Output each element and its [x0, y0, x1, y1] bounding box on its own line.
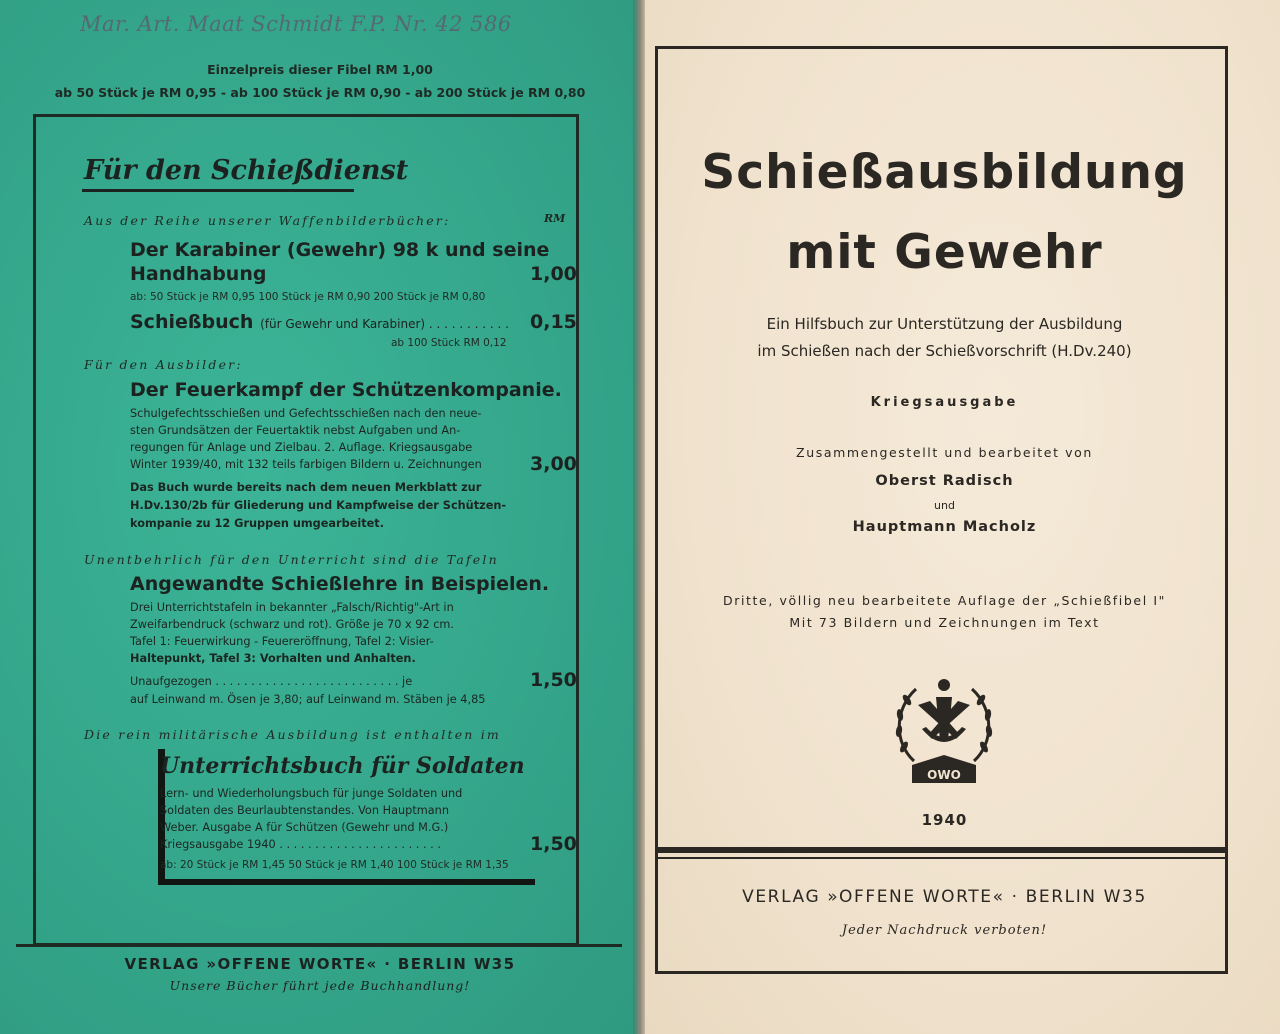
- section-label-ausbilder: Für den Ausbilder:: [84, 357, 243, 372]
- section-label-unterricht: Unentbehrlich für den Unterricht sind die Tafeln: [84, 552, 499, 567]
- author-conjunction: und: [934, 499, 955, 512]
- item-feuerkampf-note-line: kompanie zu 12 Gruppen umgearbeitet.: [130, 517, 384, 530]
- publisher-line: VERLAG »OFFENE WORTE« · BERLIN W35: [124, 955, 516, 973]
- section-label-militaerisch: Die rein militärische Ausbildung ist enthalten im: [84, 727, 501, 742]
- item-schiessbuch-price: 0,15: [530, 311, 577, 333]
- edition-note-line1: Dritte, völlig neu bearbeitete Auflage der „Schießfibel I": [722, 593, 1166, 608]
- item-unterrichtsbuch-line: Lern- und Wiederholungsbuch für junge Soldaten und: [160, 787, 463, 800]
- item-schiessbuch-title: [130, 311, 509, 335]
- compiled-by-label: Zusammengestellt und bearbeitet von: [796, 445, 1093, 460]
- item-karabiner-price: 1,00: [530, 263, 577, 285]
- item-unterrichtsbuch-price: 1,50: [530, 833, 577, 855]
- title-page: [645, 0, 1280, 1034]
- subtitle-line2: im Schießen nach der Schießvorschrift (H.Dv.240): [757, 342, 1132, 360]
- footer-rule-thick: [658, 847, 1225, 853]
- copyright-notice: Jeder Nachdruck verboten!: [841, 923, 1048, 938]
- item-karabiner-bulk-prices: ab: 50 Stück je RM 0,95 100 Stück je RM 0,90 200 Stück je RM 0,80: [130, 291, 486, 303]
- section-label-waffenbilderbuecher: Aus der Reihe unserer Waffenbilderbücher:: [84, 213, 451, 228]
- publisher-line: VERLAG »OFFENE WORTE« · BERLIN W35: [742, 887, 1147, 907]
- bulk-price-line: ab 50 Stück je RM 0,95 - ab 100 Stück je RM 0,90 - ab 200 Stück je RM 0,80: [54, 85, 586, 100]
- item-schiessbuch-bulk-price: ab 100 Stück RM 0,12: [391, 337, 507, 349]
- ad-title: Für den Schießdienst: [84, 155, 409, 186]
- item-schiesslehre-leinwand: auf Leinwand m. Ösen je 3,80; auf Leinwand m. Stäben je 4,85: [130, 693, 486, 706]
- book-title-line1: Schießausbildung: [701, 145, 1188, 200]
- item-schiesslehre-unaufgezogen: Unaufgezogen . . . . . . . . . . . . . . . . . . . . . . . . . . je: [130, 675, 413, 688]
- item-schiesslehre-title: Angewandte Schießlehre in Beispielen.: [130, 573, 550, 595]
- edition-label: Kriegsausgabe: [870, 395, 1019, 410]
- currency-column-label: RM: [544, 212, 566, 225]
- subtitle-line1: Ein Hilfsbuch zur Unterstützung der Ausbildung: [766, 315, 1123, 333]
- item-feuerkampf-note-line: H.Dv.130/2b für Gliederung und Kampfweise der Schützen-: [130, 499, 507, 512]
- item-unterrichtsbuch-line: Soldaten des Beurlaubtenstandes. Von Hauptmann: [160, 804, 450, 817]
- footer-rule: [16, 944, 622, 947]
- item-feuerkampf-line: Winter 1939/40, mit 132 teils farbigen Bildern u. Zeichnungen: [130, 458, 482, 471]
- author-1: Oberst Radisch: [875, 473, 1014, 489]
- book-title-line2: mit Gewehr: [786, 225, 1103, 280]
- footer-rule-thin: [658, 857, 1225, 859]
- item-schiesslehre-line: Haltepunkt, Tafel 3: Vorhalten und Anhalten.: [130, 652, 416, 665]
- publisher-tagline: Unsere Bücher führt jede Buchhandlung!: [169, 978, 471, 993]
- item-schiesslehre-line: Zweifarbendruck (schwarz und rot). Größe je 70 x 92 cm.: [130, 618, 455, 631]
- item-schiesslehre-line: Tafel 1: Feuerwirkung - Feuereröffnung, Tafel 2: Visier-: [130, 635, 434, 648]
- item-karabiner-title-line1: Der Karabiner (Gewehr) 98 k und seine: [130, 239, 550, 261]
- item-unterrichtsbuch-title: Unterrichtsbuch für Soldaten: [160, 753, 525, 779]
- item-schiesslehre-line: Drei Unterrichtstafeln in bekannter „Falsch/Richtig"-Art in: [130, 601, 454, 614]
- item-unterrichtsbuch-bulk-prices: ab: 20 Stück je RM 1,45 50 Stück je RM 1,40 100 Stück je RM 1,35: [160, 859, 509, 871]
- author-2: Hauptmann Macholz: [852, 519, 1037, 535]
- item-feuerkampf-line: Schulgefechtsschießen und Gefechtsschießen nach den neue-: [130, 407, 482, 420]
- edition-note-line2: Mit 73 Bildern und Zeichnungen im Text: [789, 615, 1100, 630]
- item-feuerkampf-price: 3,00: [530, 453, 577, 475]
- item-schiessbuch-name: Schießbuch: [130, 311, 254, 333]
- ad-title-underline: [82, 189, 354, 192]
- handwritten-note: Mar. Art. Maat Schmidt F.P. Nr. 42 586: [80, 12, 512, 36]
- publication-year: 1940: [921, 811, 968, 829]
- item-feuerkampf-line: regungen für Anlage und Zielbau. 2. Auflage. Kriegsausgabe: [130, 441, 473, 454]
- advertisement-box: [33, 114, 579, 946]
- item-feuerkampf-note-line: Das Buch wurde bereits nach dem neuen Merkblatt zur: [130, 481, 482, 494]
- item-feuerkampf-line: sten Grundsätzen der Feuertaktik nebst Aufgaben und An-: [130, 424, 461, 437]
- publisher-emblem-icon: [888, 671, 1000, 787]
- item-feuerkampf-title: Der Feuerkampf der Schützenkompanie.: [130, 379, 562, 401]
- unit-price-line: Einzelpreis dieser Fibel RM 1,00: [207, 62, 433, 77]
- item-schiesslehre-price: 1,50: [530, 669, 577, 691]
- item-unterrichtsbuch-line: Weber. Ausgabe A für Schützen (Gewehr und M.G.): [160, 821, 449, 834]
- item-unterrichtsbuch-rule-bottom: [158, 879, 535, 885]
- emblem-text: OWO: [927, 768, 961, 782]
- item-unterrichtsbuch-line: Kriegsausgabe 1940 . . . . . . . . . . . . . . . . . . . . . . .: [160, 838, 441, 851]
- title-page-frame: [655, 46, 1228, 974]
- item-schiessbuch-suffix: (für Gewehr und Karabiner) . . . . . . . . . . .: [260, 317, 509, 331]
- item-karabiner-title-line2: Handhabung: [130, 263, 267, 285]
